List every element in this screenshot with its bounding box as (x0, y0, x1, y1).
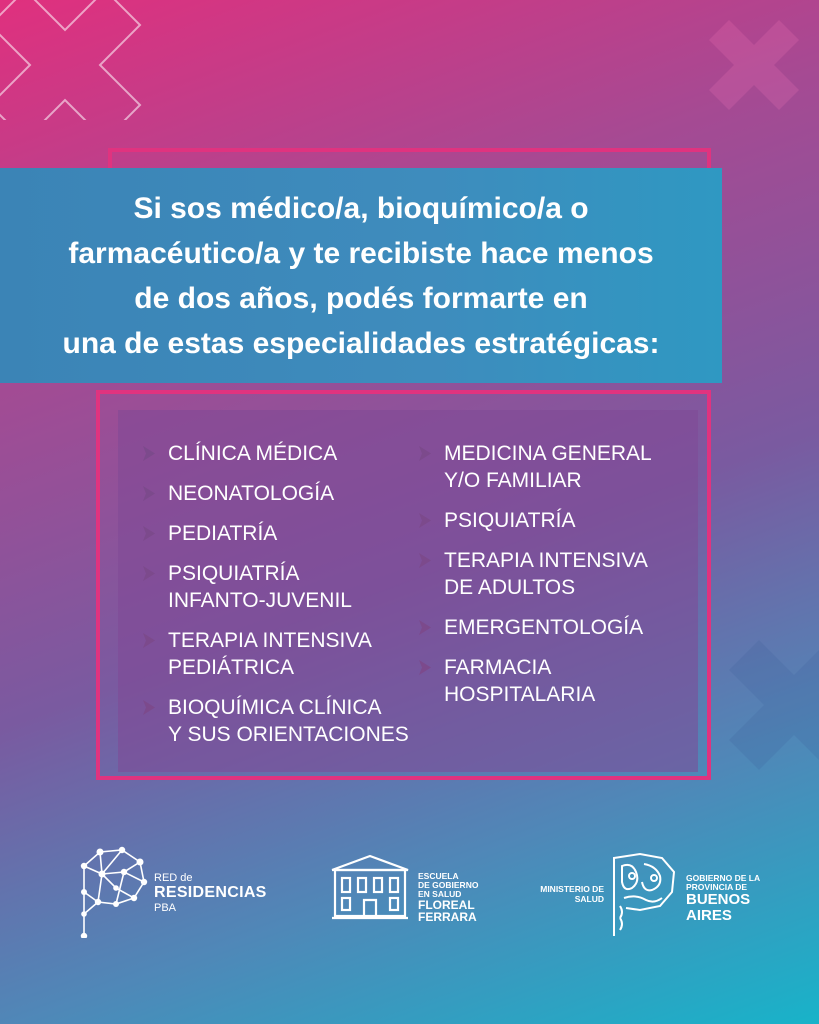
provincia-text (686, 874, 760, 924)
list-item-label: TERAPIA INTENSIVA PEDIÁTRICA (168, 629, 372, 679)
chevron-right-icon (142, 446, 156, 461)
provincia-line1: GOBIERNO DE LA (686, 873, 761, 883)
escuela-line5: FERRARA (418, 910, 477, 924)
chevron-right-icon (142, 486, 156, 501)
cross-outline-icon (0, 0, 150, 120)
list-item-label: PSIQUIATRÍA INFANTO-JUVENIL (168, 562, 352, 612)
chevron-right-icon (418, 553, 432, 568)
chevron-right-icon (418, 513, 432, 528)
red-residencias-text (154, 872, 267, 914)
list-item-label: PEDIATRÍA (168, 522, 278, 545)
chevron-right-icon (418, 446, 432, 461)
specialties-box (118, 410, 698, 772)
list-item (142, 560, 409, 614)
specialties-left-column (142, 440, 409, 761)
provincia-line3: BUENOS (686, 891, 751, 908)
escuela-line4: FLOREAL (418, 898, 475, 912)
headline-text: Si sos médico/a, bioquímico/a o farmacéutico/a y te recibiste hace menos de dos años, podés formarte en una de estas especialidades estratégicas: (62, 191, 660, 360)
escuela-line2: DE GOBIERNO (418, 880, 479, 890)
provincia-map-icon (610, 852, 678, 936)
cross-faint-icon (709, 20, 799, 110)
list-item (418, 507, 652, 534)
list-item-label: PSIQUIATRÍA (444, 509, 576, 532)
provincia-line4: AIRES (686, 907, 732, 924)
building-icon (330, 852, 410, 922)
cross-faint-icon (729, 640, 819, 780)
list-item-label: TERAPIA INTENSIVA DE ADULTOS (444, 549, 648, 599)
list-item (418, 654, 652, 708)
list-item-label: CLÍNICA MÉDICA (168, 442, 338, 465)
escuela-line1: ESCUELA (418, 871, 459, 881)
list-item (142, 520, 409, 547)
provincia-line2: PROVINCIA DE (686, 882, 748, 892)
red-line2: RESIDENCIAS (154, 884, 267, 901)
red-line1: RED de (154, 872, 193, 884)
list-item (418, 614, 652, 641)
list-item (142, 480, 409, 507)
chevron-right-icon (418, 660, 432, 675)
list-item (142, 627, 409, 681)
list-item-label: EMERGENTOLOGÍA (444, 616, 644, 639)
chevron-right-icon (418, 620, 432, 635)
headline-box (0, 168, 722, 383)
network-p-icon (78, 844, 150, 938)
ministerio-text: MINISTERIO DE SALUD (540, 884, 604, 904)
list-item (418, 440, 652, 494)
list-item (418, 547, 652, 601)
list-item (142, 694, 409, 748)
list-item-label: BIOQUÍMICA CLÍNICA Y SUS ORIENTACIONES (168, 696, 409, 746)
chevron-right-icon (142, 700, 156, 715)
chevron-right-icon (142, 566, 156, 581)
specialties-right-column (418, 440, 652, 721)
chevron-right-icon (142, 526, 156, 541)
chevron-right-icon (142, 633, 156, 648)
list-item-label: MEDICINA GENERAL Y/O FAMILIAR (444, 442, 652, 492)
footer-logos (0, 840, 819, 950)
red-line3: PBA (154, 902, 177, 914)
list-item-label: FARMACIA HOSPITALARIA (444, 656, 596, 706)
escuela-text (418, 872, 478, 923)
escuela-line3: EN SALUD (418, 889, 462, 899)
list-item-label: NEONATOLOGÍA (168, 482, 335, 505)
list-item (142, 440, 409, 467)
